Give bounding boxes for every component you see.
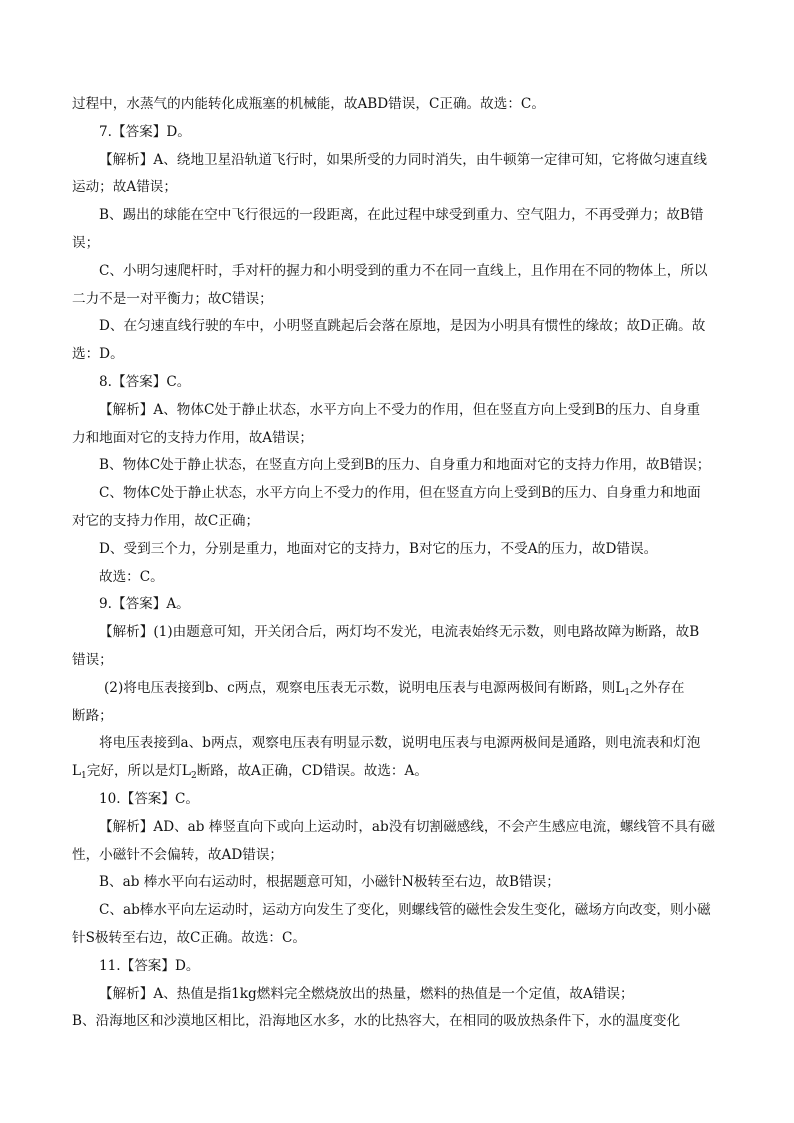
text-line: 7.【答案】D。 — [99, 123, 191, 140]
text-line: 9.【答案】A。 — [99, 596, 190, 613]
text-line: 力和地面对它的支持力作用，故A错误； — [72, 429, 313, 446]
text-line: C、小明匀速爬杆时，手对杆的握力和小明受到的重力不在同一直线上，且作用在不同的物体上，所以 — [99, 262, 708, 279]
text-line: 10.【答案】C。 — [99, 790, 199, 807]
subscript: 1 — [81, 771, 87, 782]
text-line: 【解析】A、物体C处于静止状态，水平方向上不受力的作用，但在竖直方向上受到B的压力、自身重 — [99, 401, 701, 418]
text-line: 【解析】AD、ab 棒竖直向下或向上运动时，ab没有切割磁感线，不会产生感应电流，螺线管不具有磁 — [99, 818, 715, 835]
text-line: 11.【答案】D。 — [99, 957, 200, 974]
text-line: D、在匀速直线行驶的车中，小明竖直跳起后会落在原地，是因为小明具有惯性的缘故；故D正确。故 — [99, 318, 706, 335]
text-line: 运动；故A错误； — [72, 179, 177, 196]
text-line: B、沿海地区和沙漠地区相比，沿海地区水多，水的比热容大，在相同的吸放热条件下，水的温度变化 — [72, 1013, 681, 1030]
text-segment: L — [72, 763, 82, 780]
subscript: 1 — [624, 687, 631, 698]
text-segment: 完好，所以是灯L — [86, 763, 191, 780]
document-page — [72, 91, 724, 1036]
text-line: 对它的支持力作用，故C正确； — [72, 512, 260, 529]
text-segment: (2)将电压表接到b、c两点，观察电压表无示数，说明电压表与电源两极间有断路，则L — [104, 679, 625, 696]
text-line: D、受到三个力，分别是重力，地面对它的支持力，B对它的压力，不受A的压力，故D错误。 — [99, 540, 658, 557]
text-line: 【解析】(1)由题意可知，开关闭合后，两灯均不发光，电流表始终无示数，则电路故障为断路，故B — [99, 624, 700, 641]
text-line — [72, 675, 724, 703]
text-line: 【解析】A、热值是指1kg燃料完全燃烧放出的热量，燃料的热值是一个定值，故A错误； — [99, 985, 634, 1002]
text-line: 将电压表接到a、b两点，观察电压表有明显示数，说明电压表与电源两极间是通路，则电流表和灯泡 — [99, 735, 701, 752]
text-line: B、ab 棒水平向右运动时，根据题意可知，小磁针N极转至右边，故B错误； — [99, 874, 560, 891]
text-line: 选：D。 — [72, 346, 124, 363]
text-line: B、踢出的球能在空中飞行很远的一段距离，在此过程中球受到重力、空气阻力，不再受弹力；故B错 — [99, 207, 704, 224]
text-segment: 之外存在 — [630, 679, 685, 696]
text-line: 误； — [72, 234, 100, 251]
subscript: 2 — [190, 771, 197, 782]
text-line: 过程中，水蒸气的内能转化成瓶塞的机械能，故ABD错误，C正确。故选：C。 — [72, 96, 545, 112]
text-line: C、ab棒水平向左运动时，运动方向发生了变化，则螺线管的磁性会发生变化，磁场方向改变，则小磁 — [99, 902, 711, 919]
text-line: 错误； — [72, 651, 113, 668]
text-line: 针S极转至右边，故C正确。故选：C。 — [72, 929, 307, 946]
text-line: 8.【答案】C。 — [99, 373, 191, 390]
text-line: 断路； — [72, 707, 113, 724]
text-segment: 断路，故A正确，CD错误。故选：A。 — [196, 763, 428, 780]
text-line: 性，小磁针不会偏转，故AD错误； — [72, 846, 284, 863]
text-line: 故选：C。 — [99, 568, 164, 585]
text-line: 【解析】A、绕地卫星沿轨道飞行时，如果所受的力同时消失，由牛顿第一定律可知，它将做匀速直线 — [99, 151, 707, 168]
text-line — [72, 758, 724, 786]
text-line: 二力不是一对平衡力；故C错误； — [72, 290, 273, 307]
text-line: B、物体C处于静止状态，在竖直方向上受到B的压力、自身重力和地面对它的支持力作用，故B错误； — [99, 457, 711, 474]
text-line: C、物体C处于静止状态，水平方向上不受力的作用，但在竖直方向上受到B的压力、自身重力和地面 — [99, 485, 701, 502]
